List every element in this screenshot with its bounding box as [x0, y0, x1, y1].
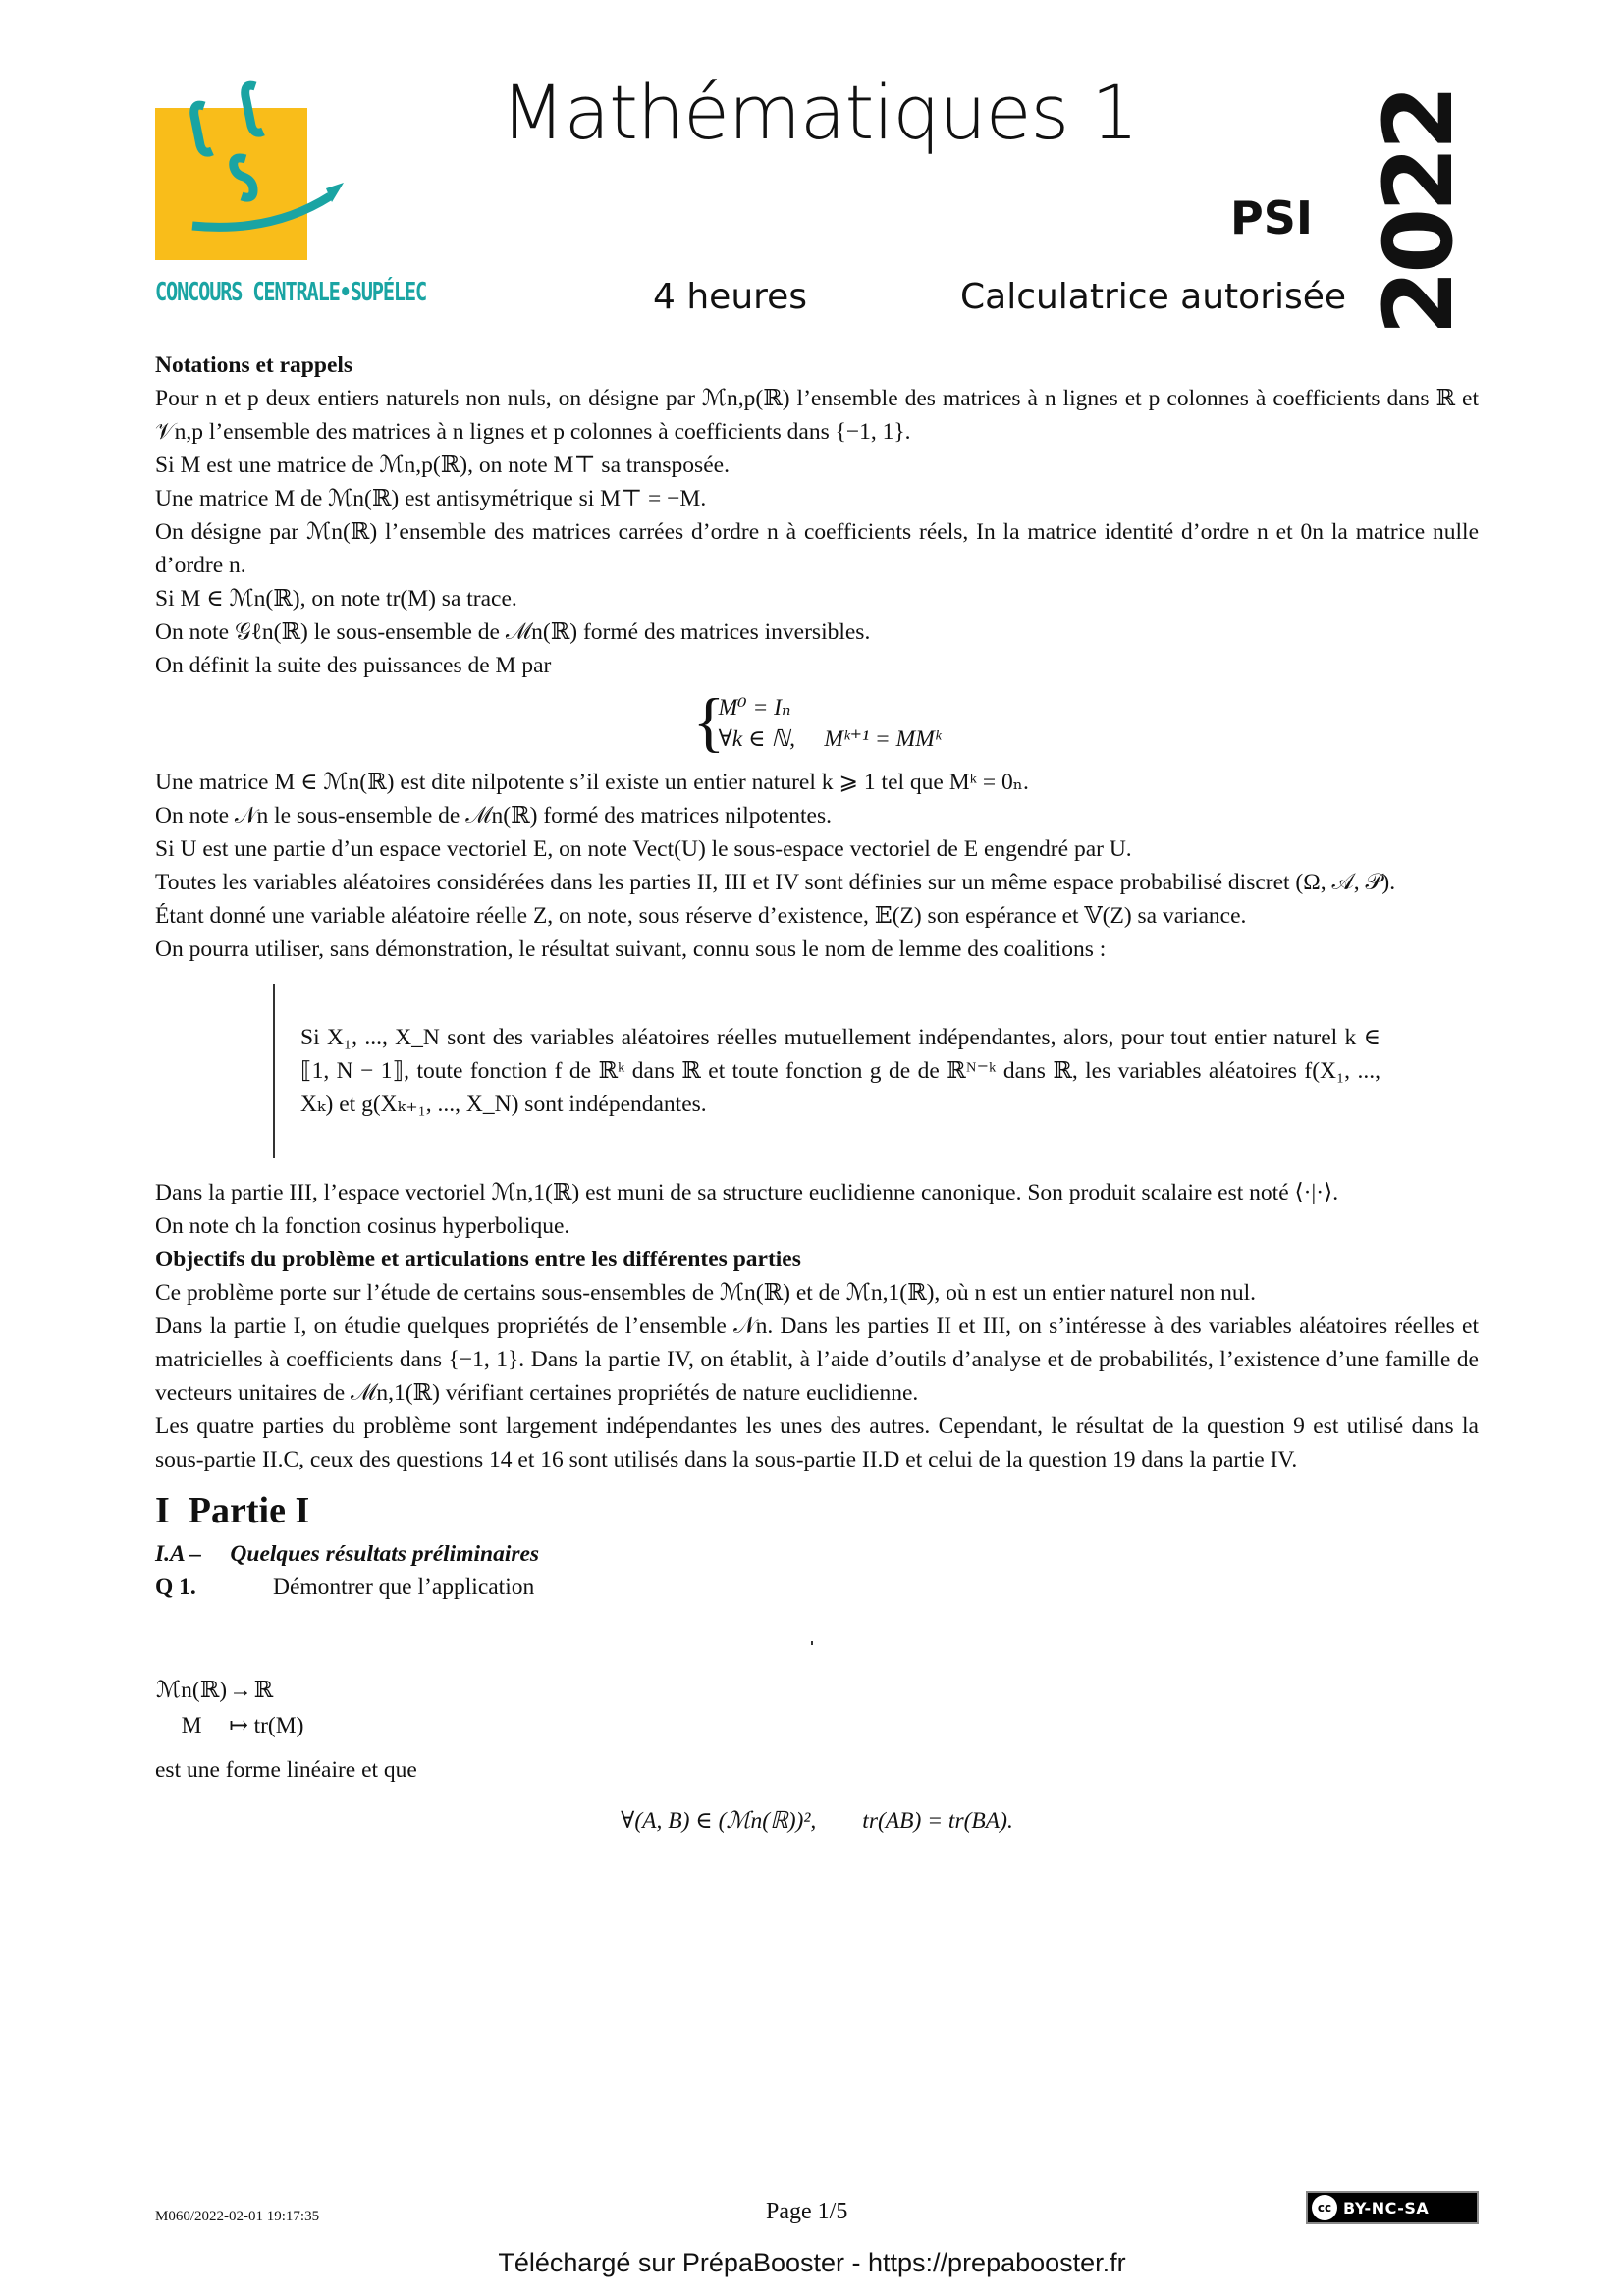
license-label: BY-NC-SA	[1343, 2198, 1430, 2217]
coalition-lemma: Si X₁, ..., X_N sont des variables aléatoires réelles mutuellement indépendantes, alors, pour tout entier naturel k ∈ ⟦1, N − 1⟧, toute fonction f de ℝᵏ dans ℝ et toute fonction g de de ℝᴺ⁻ᵏ dans ℝ, les variables aléatoires f(X₁, ..., Xₖ) et g(Xₖ₊₁, ..., X_N) sont indépendantes.	[273, 984, 1380, 1158]
map-variable: M	[181, 1713, 202, 1738]
mapsto-icon: ↦	[229, 1713, 248, 1738]
ccs-logo-icon	[137, 59, 373, 236]
trace-map	[155, 1622, 1479, 1655]
paragraph: est une forme linéaire et que	[155, 1757, 417, 1783]
paragraph: On note ch la fonction cosinus hyperbolique.	[155, 1213, 570, 1239]
arrow-icon: →	[229, 1678, 252, 1703]
paragraph: Pour n et p deux entiers naturels non nuls, on désigne par ℳn,p(ℝ) l’ensemble des matrices à n lignes et p colonnes à coefficients dans ℝ et 𝒱n,p l’ensemble des matrices à n lignes et p colonnes à coefficients dans {−1, 1}.	[155, 386, 1479, 445]
question-1	[155, 1571, 1479, 1604]
section-title: I Partie I	[155, 1490, 310, 1531]
map-domain: ℳn(ℝ)	[156, 1678, 228, 1703]
year-text: 2022	[1364, 88, 1474, 336]
powers-equation	[155, 684, 1479, 759]
paragraph: Étant donné une variable aléatoire réelle Z, on note, sous réserve d’existence, 𝔼(Z) son espérance et 𝕍(Z) sa variance.	[155, 903, 1247, 929]
paragraph: Toutes les variables aléatoires considérées dans les parties II, III et IV sont définies sur un même espace probabilisé discret (Ω, 𝒜, 𝒫).	[155, 870, 1396, 895]
paragraph: Si M est une matrice de ℳn,p(ℝ), on note M⊤ sa transposée.	[155, 453, 730, 478]
objectives-heading: Objectifs du problème et articulations entre les différentes parties	[155, 1247, 801, 1272]
paragraph: Les quatre parties du problème sont largement indépendantes les unes des autres. Cependant, le résultat de la question 9 est utilisé dans la sous-partie II.C, ceux des questions 14 et 16 sont utilisés dans la sous-partie II.D et celui de la question 19 dans la partie IV.	[155, 1414, 1479, 1472]
document-body	[155, 348, 1479, 1847]
creative-commons-icon: cc	[1312, 2195, 1337, 2220]
notations-heading: Notations et rappels	[155, 352, 353, 378]
paragraph: On pourra utiliser, sans démonstration, le résultat suivant, connu sous le nom de lemme des coalitions :	[155, 936, 1107, 962]
exam-track: PSI	[1230, 191, 1313, 244]
map-image: tr(M)	[253, 1713, 304, 1738]
paragraph: Une matrice M ∈ ℳn(ℝ) est dite nilpotente s’il existe un entier naturel k ⩾ 1 tel que Mᵏ = 0ₙ.	[155, 770, 1029, 795]
equation-line: ∀k ∈ ℕ, Mᵏ⁺¹ = MMᵏ	[718, 726, 942, 752]
question-label: Q 1.	[155, 1575, 196, 1600]
exam-duration: 4 heures	[653, 277, 808, 317]
paragraph: On désigne par ℳn(ℝ) l’ensemble des matrices carrées d’ordre n à coefficients réels, In la matrice identité d’ordre n et 0n la matrice nulle d’ordre n.	[155, 519, 1479, 578]
page-number: Page 1/5	[766, 2199, 848, 2224]
logo-text: CONCOURS CENTRALE•SUPÉLEC	[155, 278, 426, 307]
paragraph: On note 𝒩n le sous-ensemble de ℳn(ℝ) formé des matrices nilpotentes.	[155, 803, 832, 828]
paragraph: Dans la partie I, on étudie quelques propriétés de l’ensemble 𝒩n. Dans les parties II et III, on s’intéresse à des variables aléatoires réelles et matricielles à coefficients dans {−1, 1}. Dans la partie IV, on établit, à l’aide d’outils d’analyse et de probabilités, l’existence d’une famille de vecteurs unitaires de ℳn,1(ℝ) vérifiant certaines propriétés de nature euclidienne.	[155, 1313, 1479, 1406]
subsection-title: I.A – Quelques résultats préliminaires	[155, 1541, 540, 1567]
map-definition	[811, 1641, 823, 1645]
equation-system	[692, 684, 942, 759]
exam-year	[1360, 69, 1478, 336]
paragraph: Ce problème porte sur l’étude de certains sous-ensembles de ℳn(ℝ) et de ℳn,1(ℝ), où n est un entier naturel non nul.	[155, 1280, 1257, 1306]
calculator-policy: Calculatrice autorisée	[960, 277, 1347, 317]
paragraph: Si M ∈ ℳn(ℝ), on note tr(M) sa trace.	[155, 586, 517, 612]
paragraph: Dans la partie III, l’espace vectoriel ℳn,1(ℝ) est muni de sa structure euclidienne canonique. Son produit scalaire est noté ⟨·|·⟩.	[155, 1180, 1339, 1205]
paragraph: On note 𝒢ℓn(ℝ) le sous-ensemble de ℳn(ℝ) formé des matrices inversibles.	[155, 619, 871, 645]
paragraph: Si U est une partie d’un espace vectoriel E, on note Vect(U) le sous-espace vectoriel de E engendré par U.	[155, 836, 1132, 862]
equation-line: M⁰ = Iₙ	[718, 695, 791, 721]
map-codomain: ℝ	[253, 1678, 274, 1703]
question-text: Démontrer que l’application	[273, 1575, 535, 1600]
brace-icon: {	[692, 684, 726, 759]
license-badge[interactable]	[1306, 2191, 1479, 2224]
exam-title: Mathématiques 1	[501, 69, 1138, 156]
paragraph: On définit la suite des puissances de M par	[155, 653, 552, 678]
trace-formula: ∀(A, B) ∈ (ℳn(ℝ))², tr(AB) = tr(BA).	[621, 1808, 1013, 1834]
download-notice[interactable]: Téléchargé sur PrépaBooster - https://prepabooster.fr	[498, 2248, 1126, 2277]
paragraph: Une matrice M de ℳn(ℝ) est antisymétrique si M⊤ = −M.	[155, 486, 707, 511]
document-code: M060/2022-02-01 19:17:35	[155, 2209, 320, 2224]
